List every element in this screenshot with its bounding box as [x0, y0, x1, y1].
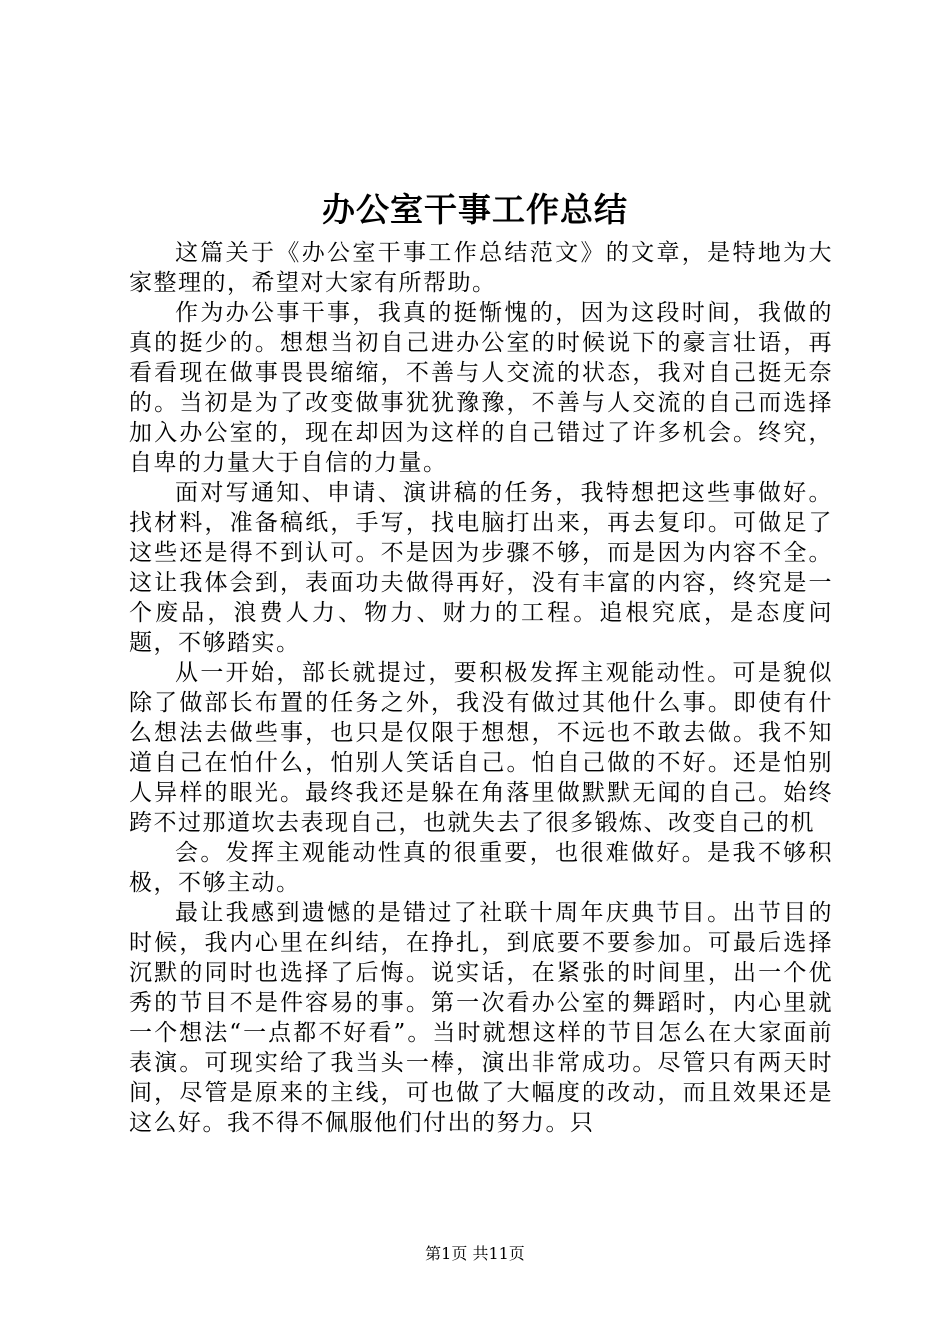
paragraph: 会。发挥主观能动性真的很重要，也很难做好。是我不够积极，不够主动。: [129, 840, 833, 896]
paragraph: 作为办公事干事，我真的挺惭愧的，因为这段时间，我做的真的挺少的。想想当初自己进办公室的时候说下的豪言壮语，再看看现在做事畏畏缩缩，不善与人交流的状态，我对自己挺无奈的。当初是为了改变做事犹犹豫豫，不善与人交流的自己而选择加入办公室的，现在却因为这样的自己错过了许多机会。终究，自卑的力量大于自信的力量。: [129, 300, 833, 476]
paragraph: 从一开始，部长就提过，要积极发挥主观能动性。可是貌似除了做部长布置的任务之外，我没有做过其他什么事。即使有什么想法去做些事，也只是仅限于想想，不远也不敢去做。我不知道自己在怕什么，怕别人笑话自己。怕自己做的不好。还是怕别人异样的眼光。最终我还是躲在角落里做默默无闻的自己。始终跨不过那道坎去表现自己，也就失去了很多锻炼、改变自己的机: [129, 660, 833, 836]
page-number-footer: 第1页 共11页: [425, 1244, 525, 1263]
paragraph: 这篇关于《办公室干事工作总结范文》的文章，是特地为大家整理的，希望对大家有所帮助。: [129, 240, 833, 296]
paragraph: 最让我感到遗憾的是错过了社联十周年庆典节目。出节目的时候，我内心里在纠结，在挣扎，到底要不要参加。可最后选择沉默的同时也选择了后悔。说实话，在紧张的时间里，出一个优秀的节目不是件容易的事。第一次看办公室的舞蹈时，内心里就一个想法“一点都不好看”。当时就想这样的节目怎么在大家面前表演。可现实给了我当头一棒，演出非常成功。尽管只有两天时间，尽管是原来的主线，可也做了大幅度的改动，而且效果还是这么好。我不得不佩服他们付出的努力。只: [129, 900, 833, 1136]
document-body: [129, 238, 833, 1138]
paragraph: 面对写通知、申请、演讲稿的任务，我特想把这些事做好。找材料，准备稿纸，手写，找电脑打出来，再去复印。可做足了这些还是得不到认可。不是因为步骤不够，而是因为内容不全。这让我体会到，表面功夫做得再好，没有丰富的内容，终究是一个废品，浪费人力、物力、财力的工程。追根究底，是态度问题，不够踏实。: [129, 480, 833, 656]
page-title: 办公室干事工作总结: [322, 190, 628, 229]
